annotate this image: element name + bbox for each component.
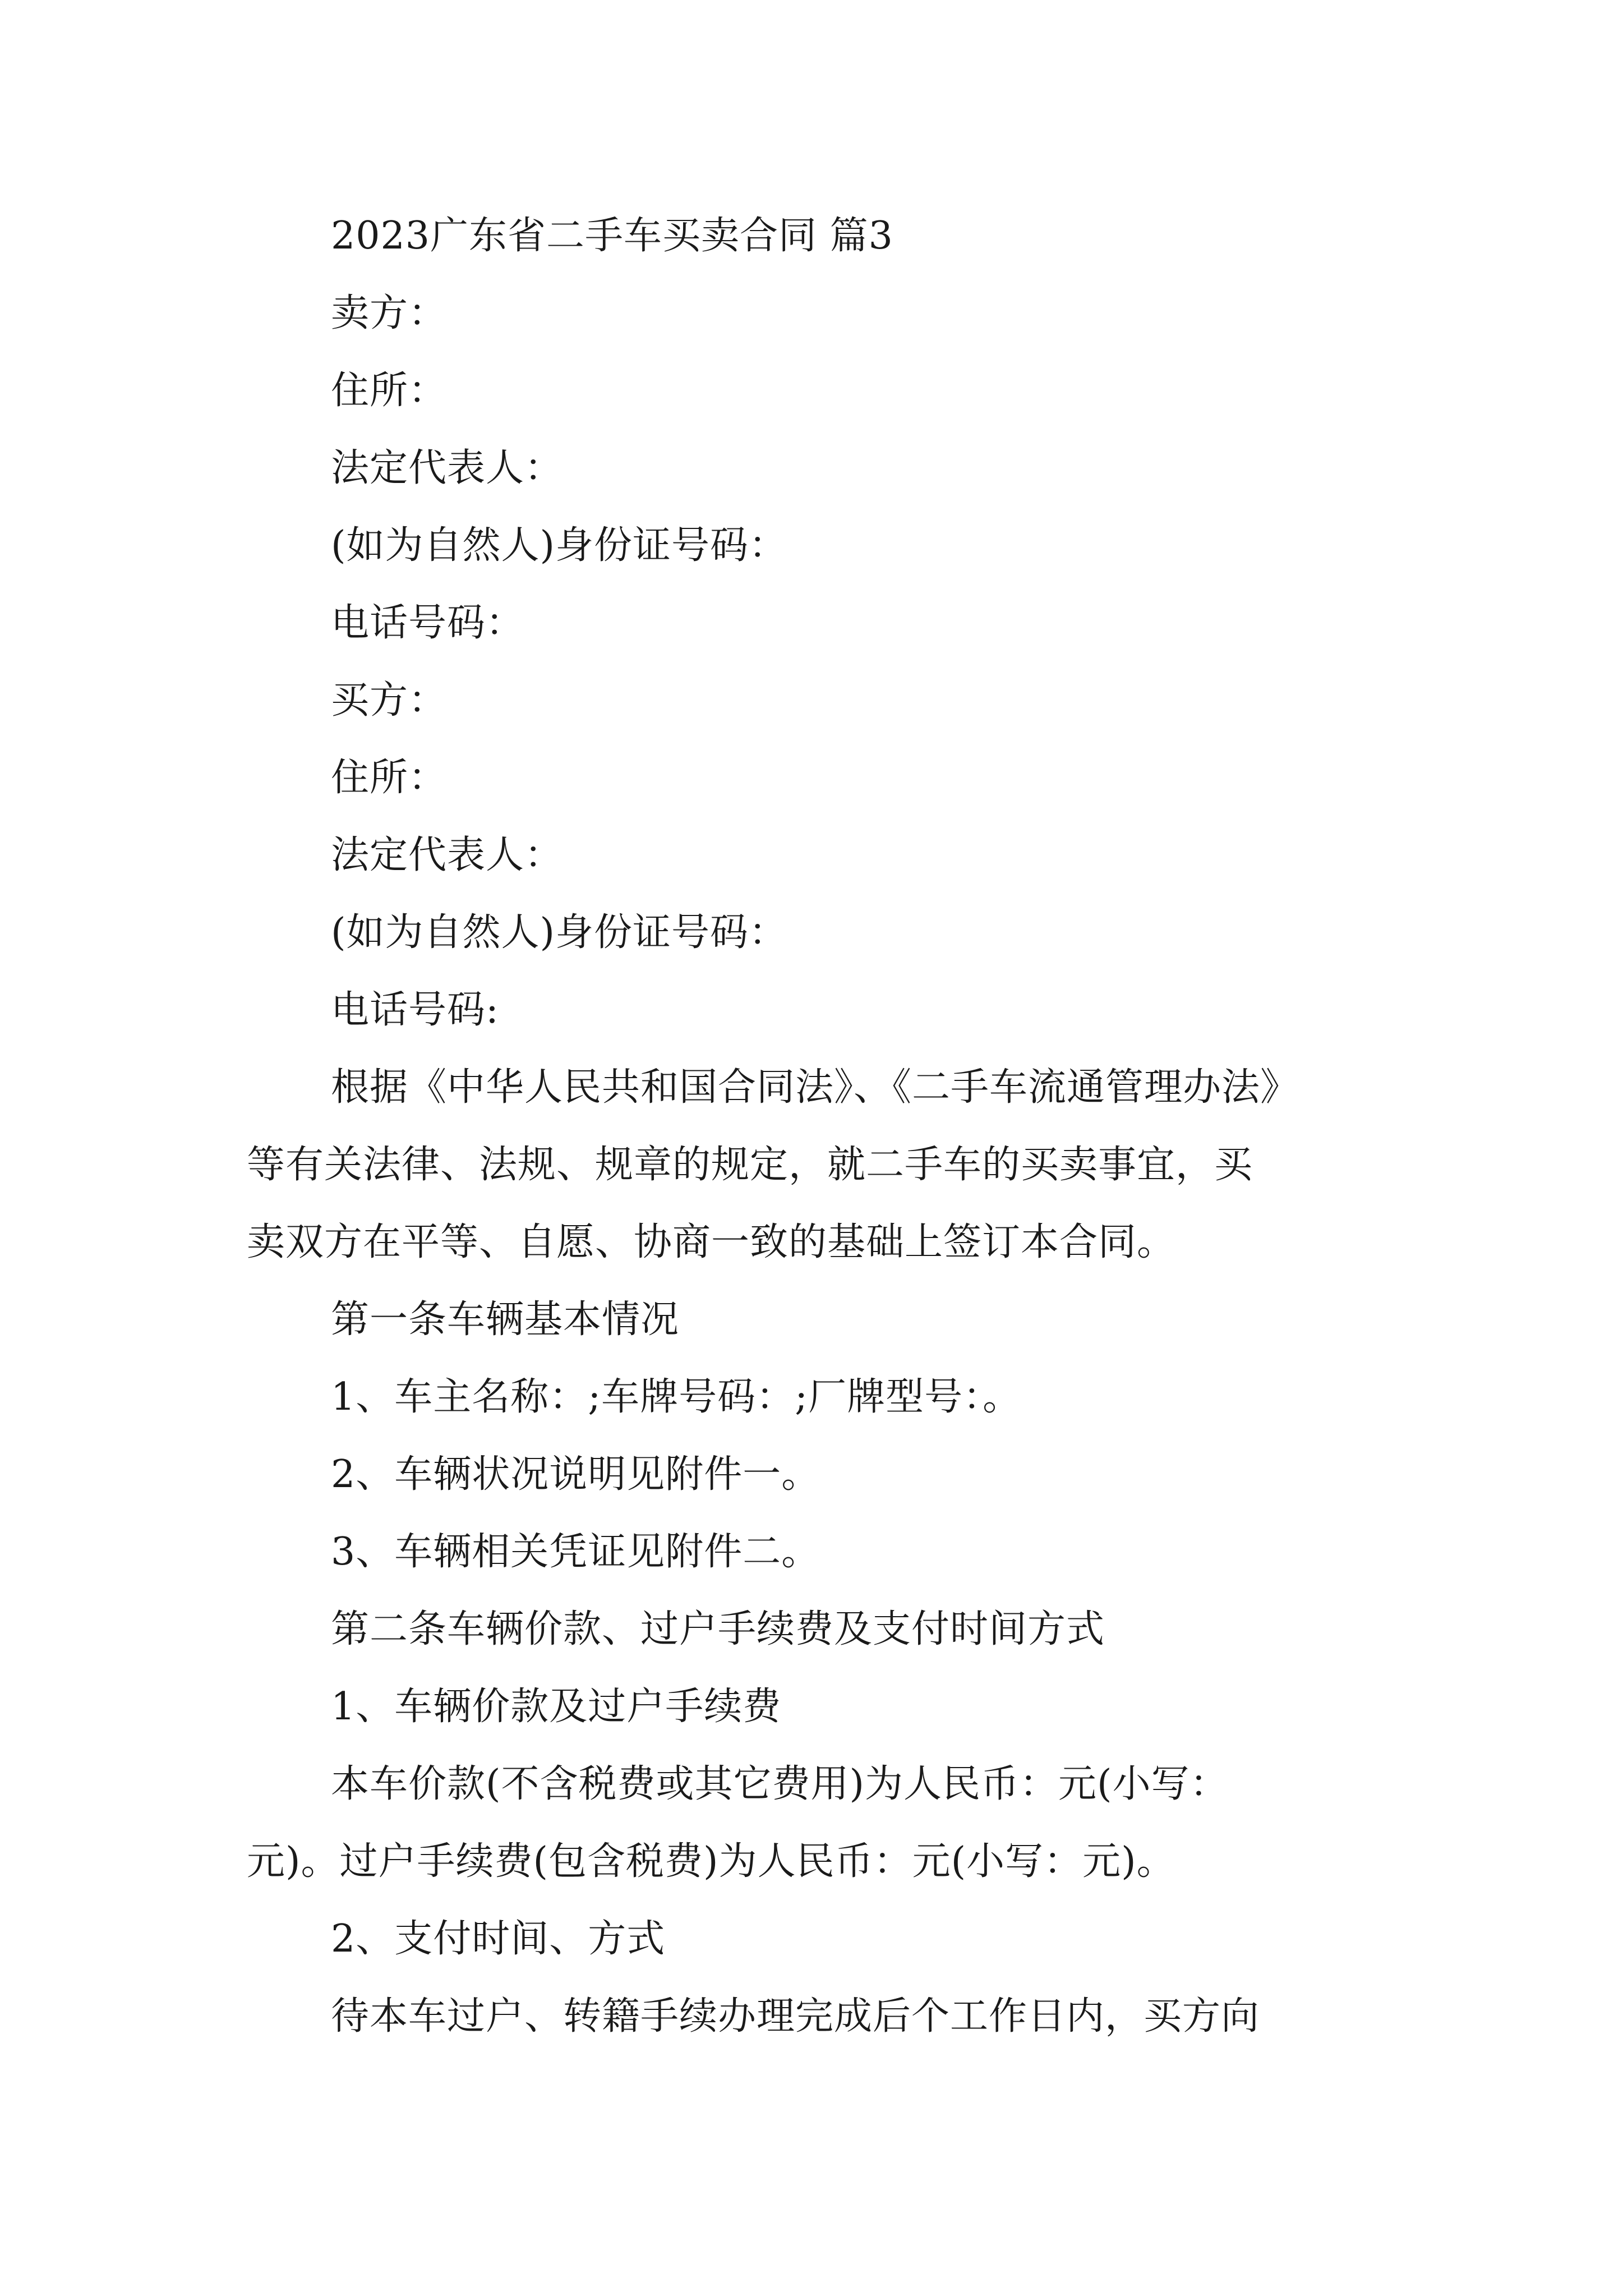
article-2-sub-1-heading: 1、车辆价款及过户手续费 [331,1685,782,1729]
buyer-phone: 电话号码: [331,988,499,1032]
buyer-legal-rep: 法定代表人： [331,833,564,877]
article-1-item-2: 2、车辆状况说明见附件一。 [331,1452,820,1497]
seller-phone: 电话号码： [331,601,525,645]
payment-line-1: 待本车过户、转籍手续办理完成后个工作日内，买方向 [331,1994,1260,2039]
buyer-address: 住所： [331,756,448,800]
preamble-line-2: 等有关法律、法规、规章的规定，就二手车的买卖事宜，买 [247,1143,1253,1187]
article-1-item-1: 1、车主名称：;车牌号码：;厂牌型号：。 [331,1375,1022,1419]
price-line-1: 本车价款(不含税费或其它费用)为人民币：元(小写： [331,1762,1229,1806]
seller-label: 卖方： [331,291,448,335]
preamble-paragraph [247,1049,1391,1281]
article-2-price-paragraph [247,1746,1391,1901]
article-2-sub-2-heading: 2、支付时间、方式 [331,1917,666,1961]
preamble-line-3: 卖双方在平等、自愿、协商一致的基础上签订本合同。 [247,1220,1176,1264]
article-1-item-3: 3、车辆相关凭证见附件二。 [331,1530,820,1574]
seller-address: 住所： [331,369,448,413]
document-body [247,197,1391,2055]
seller-legal-rep: 法定代表人： [331,446,564,490]
seller-id-number: (如为自然人)身份证号码： [331,523,788,568]
buyer-id-number: (如为自然人)身份证号码： [331,910,788,955]
buyer-label: 买方： [331,678,448,723]
document-title: 2023广东省二手车买卖合同 篇3 [331,214,893,258]
article-1-heading: 第一条车辆基本情况 [331,1297,680,1342]
preamble-line-1: 根据《中华人民共和国合同法》、《二手车流通管理办法》 [331,1065,1299,1110]
article-2-heading: 第二条车辆价款、过户手续费及支付时间方式 [331,1607,1105,1651]
price-line-2: 元)。过户手续费(包含税费)为人民币：元(小写：元)。 [247,1839,1175,1884]
